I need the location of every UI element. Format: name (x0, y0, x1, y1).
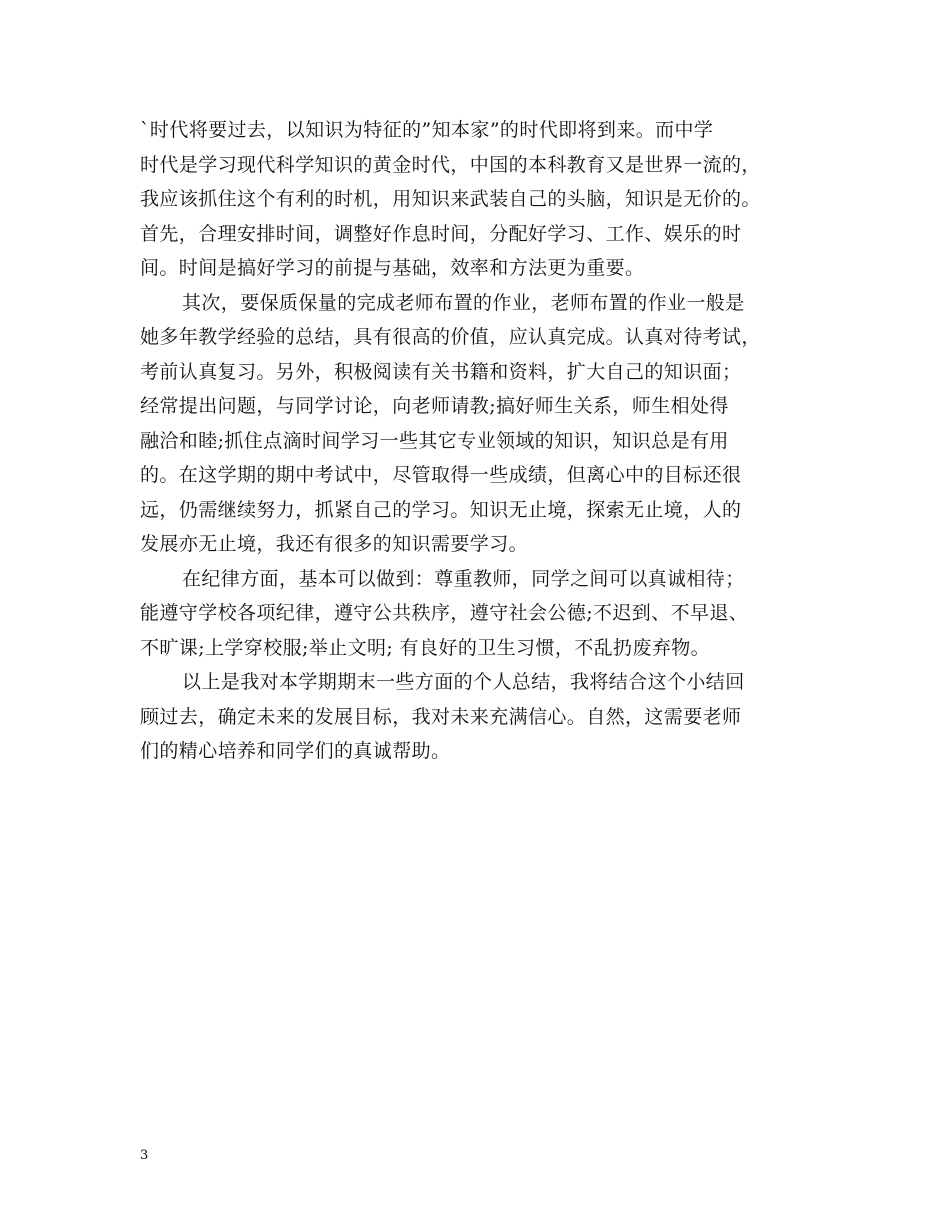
text-line: 远，仍需继续努力，抓紧自己的学习。知识无止境，探索无止境，人的 (140, 498, 742, 521)
text-line: 顾过去，确定未来的发展目标，我对未来充满信心。自然，这需要老师 (140, 705, 742, 728)
text-line: 她多年教学经验的总结，具有很高的价值，应认真完成。认真对待考试， (140, 326, 761, 348)
text-line: 经常提出问题，与同学讨论，向老师请教;搞好师生关系，师生相处得 (140, 395, 729, 417)
text-line: 间。时间是搞好学习的前提与基础，效率和方法更为重要。 (140, 257, 645, 279)
text-line: 考前认真复习。另外，积极阅读有关书籍和资料，扩大自己的知识面； (140, 360, 742, 383)
text-line: 的。在这学期的期中考试中，尽管取得一些成绩，但离心中的目标还很 (140, 464, 742, 486)
paragraph-2 (140, 286, 830, 562)
body-text (140, 113, 830, 769)
text-line: 我应该抓住这个有利的时机，用知识来武装自己的头脑，知识是无价的。 (140, 188, 761, 210)
page-number: 3 (140, 1148, 149, 1163)
text-line: 融洽和睦;抓住点滴时间学习一些其它专业领域的知识，知识总是有用 (140, 429, 729, 452)
text-line: 发展亦无止境，我还有很多的知识需要学习。 (140, 533, 529, 555)
paragraph-1 (140, 113, 830, 286)
paragraph-3 (140, 562, 830, 666)
text-line: 们的精心培养和同学们的真诚帮助。 (140, 740, 451, 762)
paragraph-4 (140, 665, 830, 769)
text-line: 其次，要保质保量的完成老师布置的作业，老师布置的作业一般是 (182, 291, 745, 314)
text-line: 在纪律方面，基本可以做到：尊重教师，同学之间可以真诚相待； (182, 567, 745, 590)
text-line: `时代将要过去，以知识为特征的”知本家”的时代即将到来。而中学 (140, 119, 714, 141)
text-line: 不旷课;上学穿校服;举止文明; 有良好的卫生习惯，不乱扔废弃物。 (140, 636, 711, 659)
text-line: 时代是学习现代科学知识的黄金时代，中国的本科教育又是世界一流的， (140, 153, 761, 176)
text-line: 以上是我对本学期期末一些方面的个人总结，我将结合这个小结回 (182, 671, 745, 693)
text-line: 能遵守学校各项纪律，遵守公共秩序，遵守社会公德;不迟到、不早退、 (140, 602, 749, 624)
text-line: 首先，合理安排时间，调整好作息时间，分配好学习、工作、娱乐的时 (140, 222, 742, 245)
